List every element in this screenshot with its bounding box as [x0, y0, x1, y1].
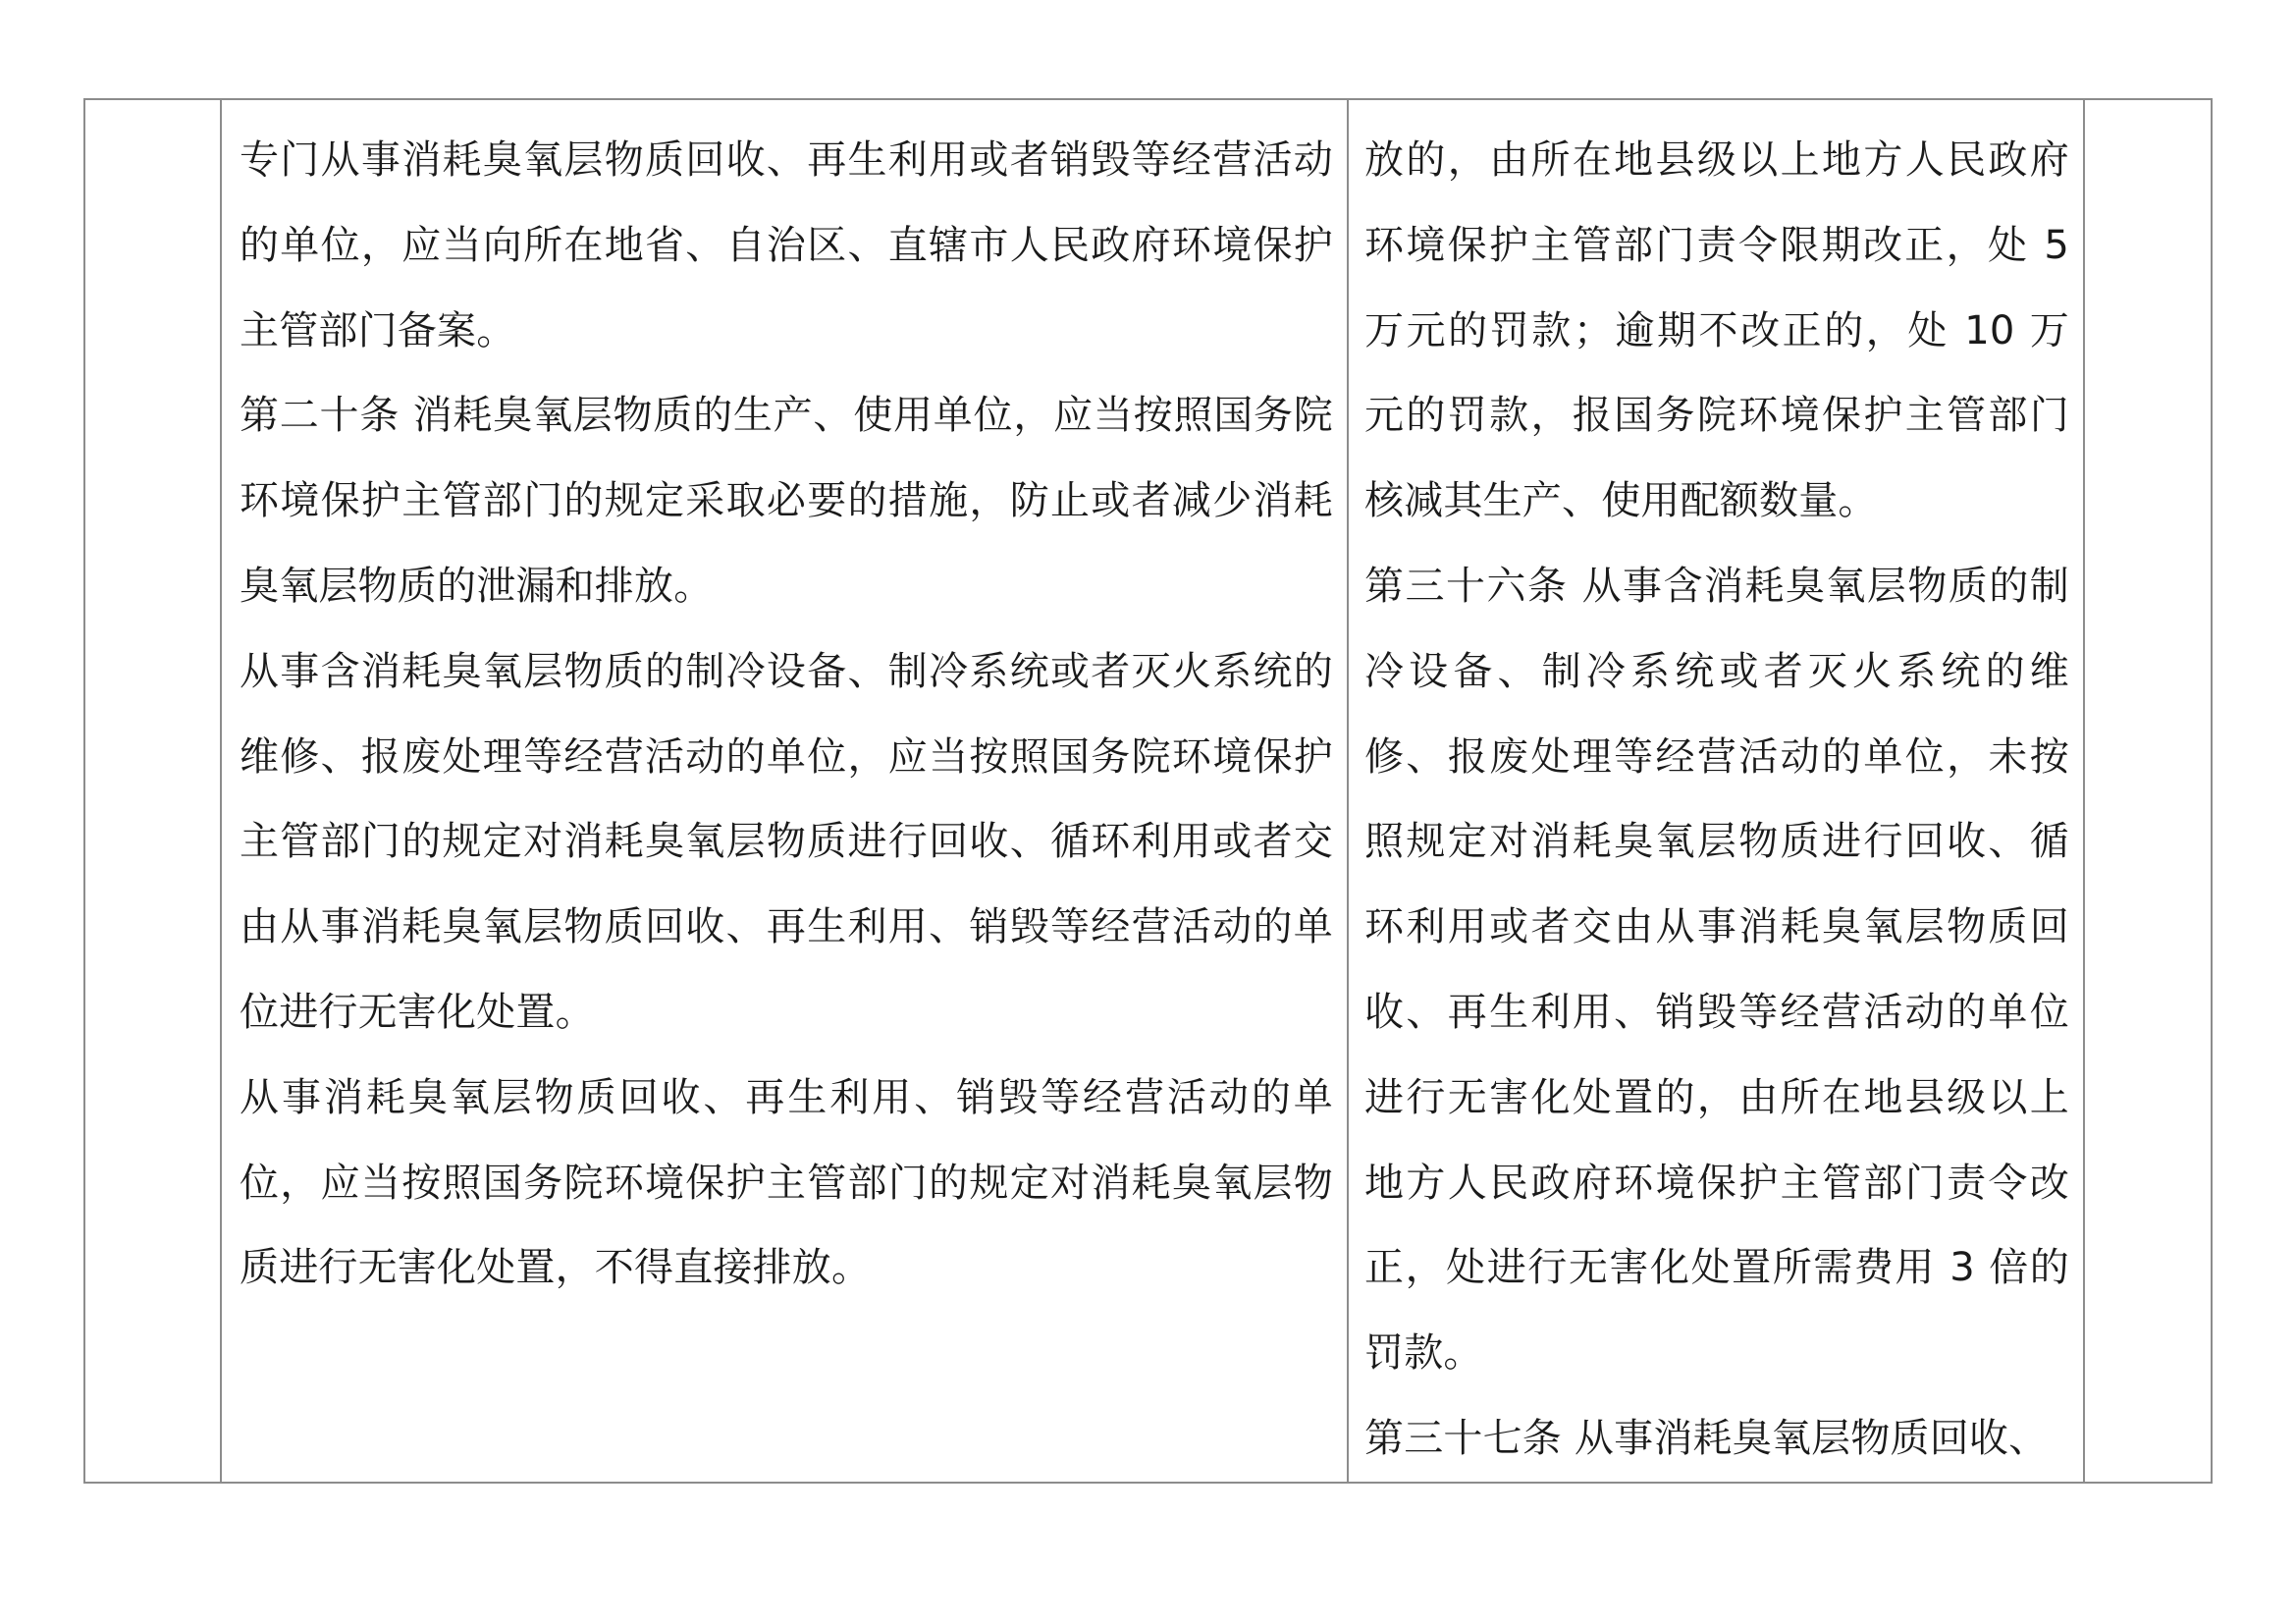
- table-cell-column-3: [1348, 99, 2084, 1483]
- table-cell-column-1: [84, 99, 221, 1483]
- column-2-paragraph: 从事含消耗臭氧层物质的制冷设备、制冷系统或者灭火系统的维修、报废处理等经营活动的单位，应当按照国务院环境保护主管部门的规定对消耗臭氧层物质进行回收、循环利用或者交由从事消耗臭氧层物质回收、再生利用、销毁等经营活动的单位进行无害化处置。: [240, 648, 1333, 1035]
- table-cell-column-2: [221, 99, 1348, 1483]
- column-3-text: [1349, 100, 2083, 1482]
- table-row: [84, 99, 2212, 1483]
- column-3-paragraph: 第三十六条 从事含消耗臭氧层物质的制冷设备、制冷系统或者灭火系统的维修、报废处理等经营活动的单位，未按照规定对消耗臭氧层物质进行回收、循环利用或者交由从事消耗臭氧层物质回收、再生利用、销毁等经营活动的单位进行无害化处置的，由所在地县级以上地方人民政府环境保护主管部门责令改正，处进行无害化处置所需费用 3 倍的罚款。: [1364, 563, 2069, 1377]
- column-2-paragraph: 专门从事消耗臭氧层物质回收、再生利用或者销毁等经营活动的单位，应当向所在地省、自治区、直辖市人民政府环境保护主管部门备案。: [240, 137, 1333, 353]
- column-2-paragraph: 从事消耗臭氧层物质回收、再生利用、销毁等经营活动的单位，应当按照国务院环境保护主管部门的规定对消耗臭氧层物质进行无害化处置，不得直接排放。: [240, 1074, 1333, 1291]
- regulation-comparison-table: [83, 98, 2213, 1484]
- column-3-paragraph: 第三十七条 从事消耗臭氧层物质回收、: [1364, 1415, 2049, 1461]
- table-cell-column-4: [2084, 99, 2212, 1483]
- column-2-paragraph: 第二十条 消耗臭氧层物质的生产、使用单位，应当按照国务院环境保护主管部门的规定采取必要的措施，防止或者减少消耗臭氧层物质的泄漏和排放。: [240, 393, 1333, 609]
- column-2-text: [222, 100, 1347, 1311]
- column-3-paragraph: 放的，由所在地县级以上地方人民政府环境保护主管部门责令限期改正，处 5 万元的罚款；逾期不改正的，处 10 万元的罚款，报国务院环境保护主管部门核减其生产、使用配额数量。: [1364, 137, 2069, 524]
